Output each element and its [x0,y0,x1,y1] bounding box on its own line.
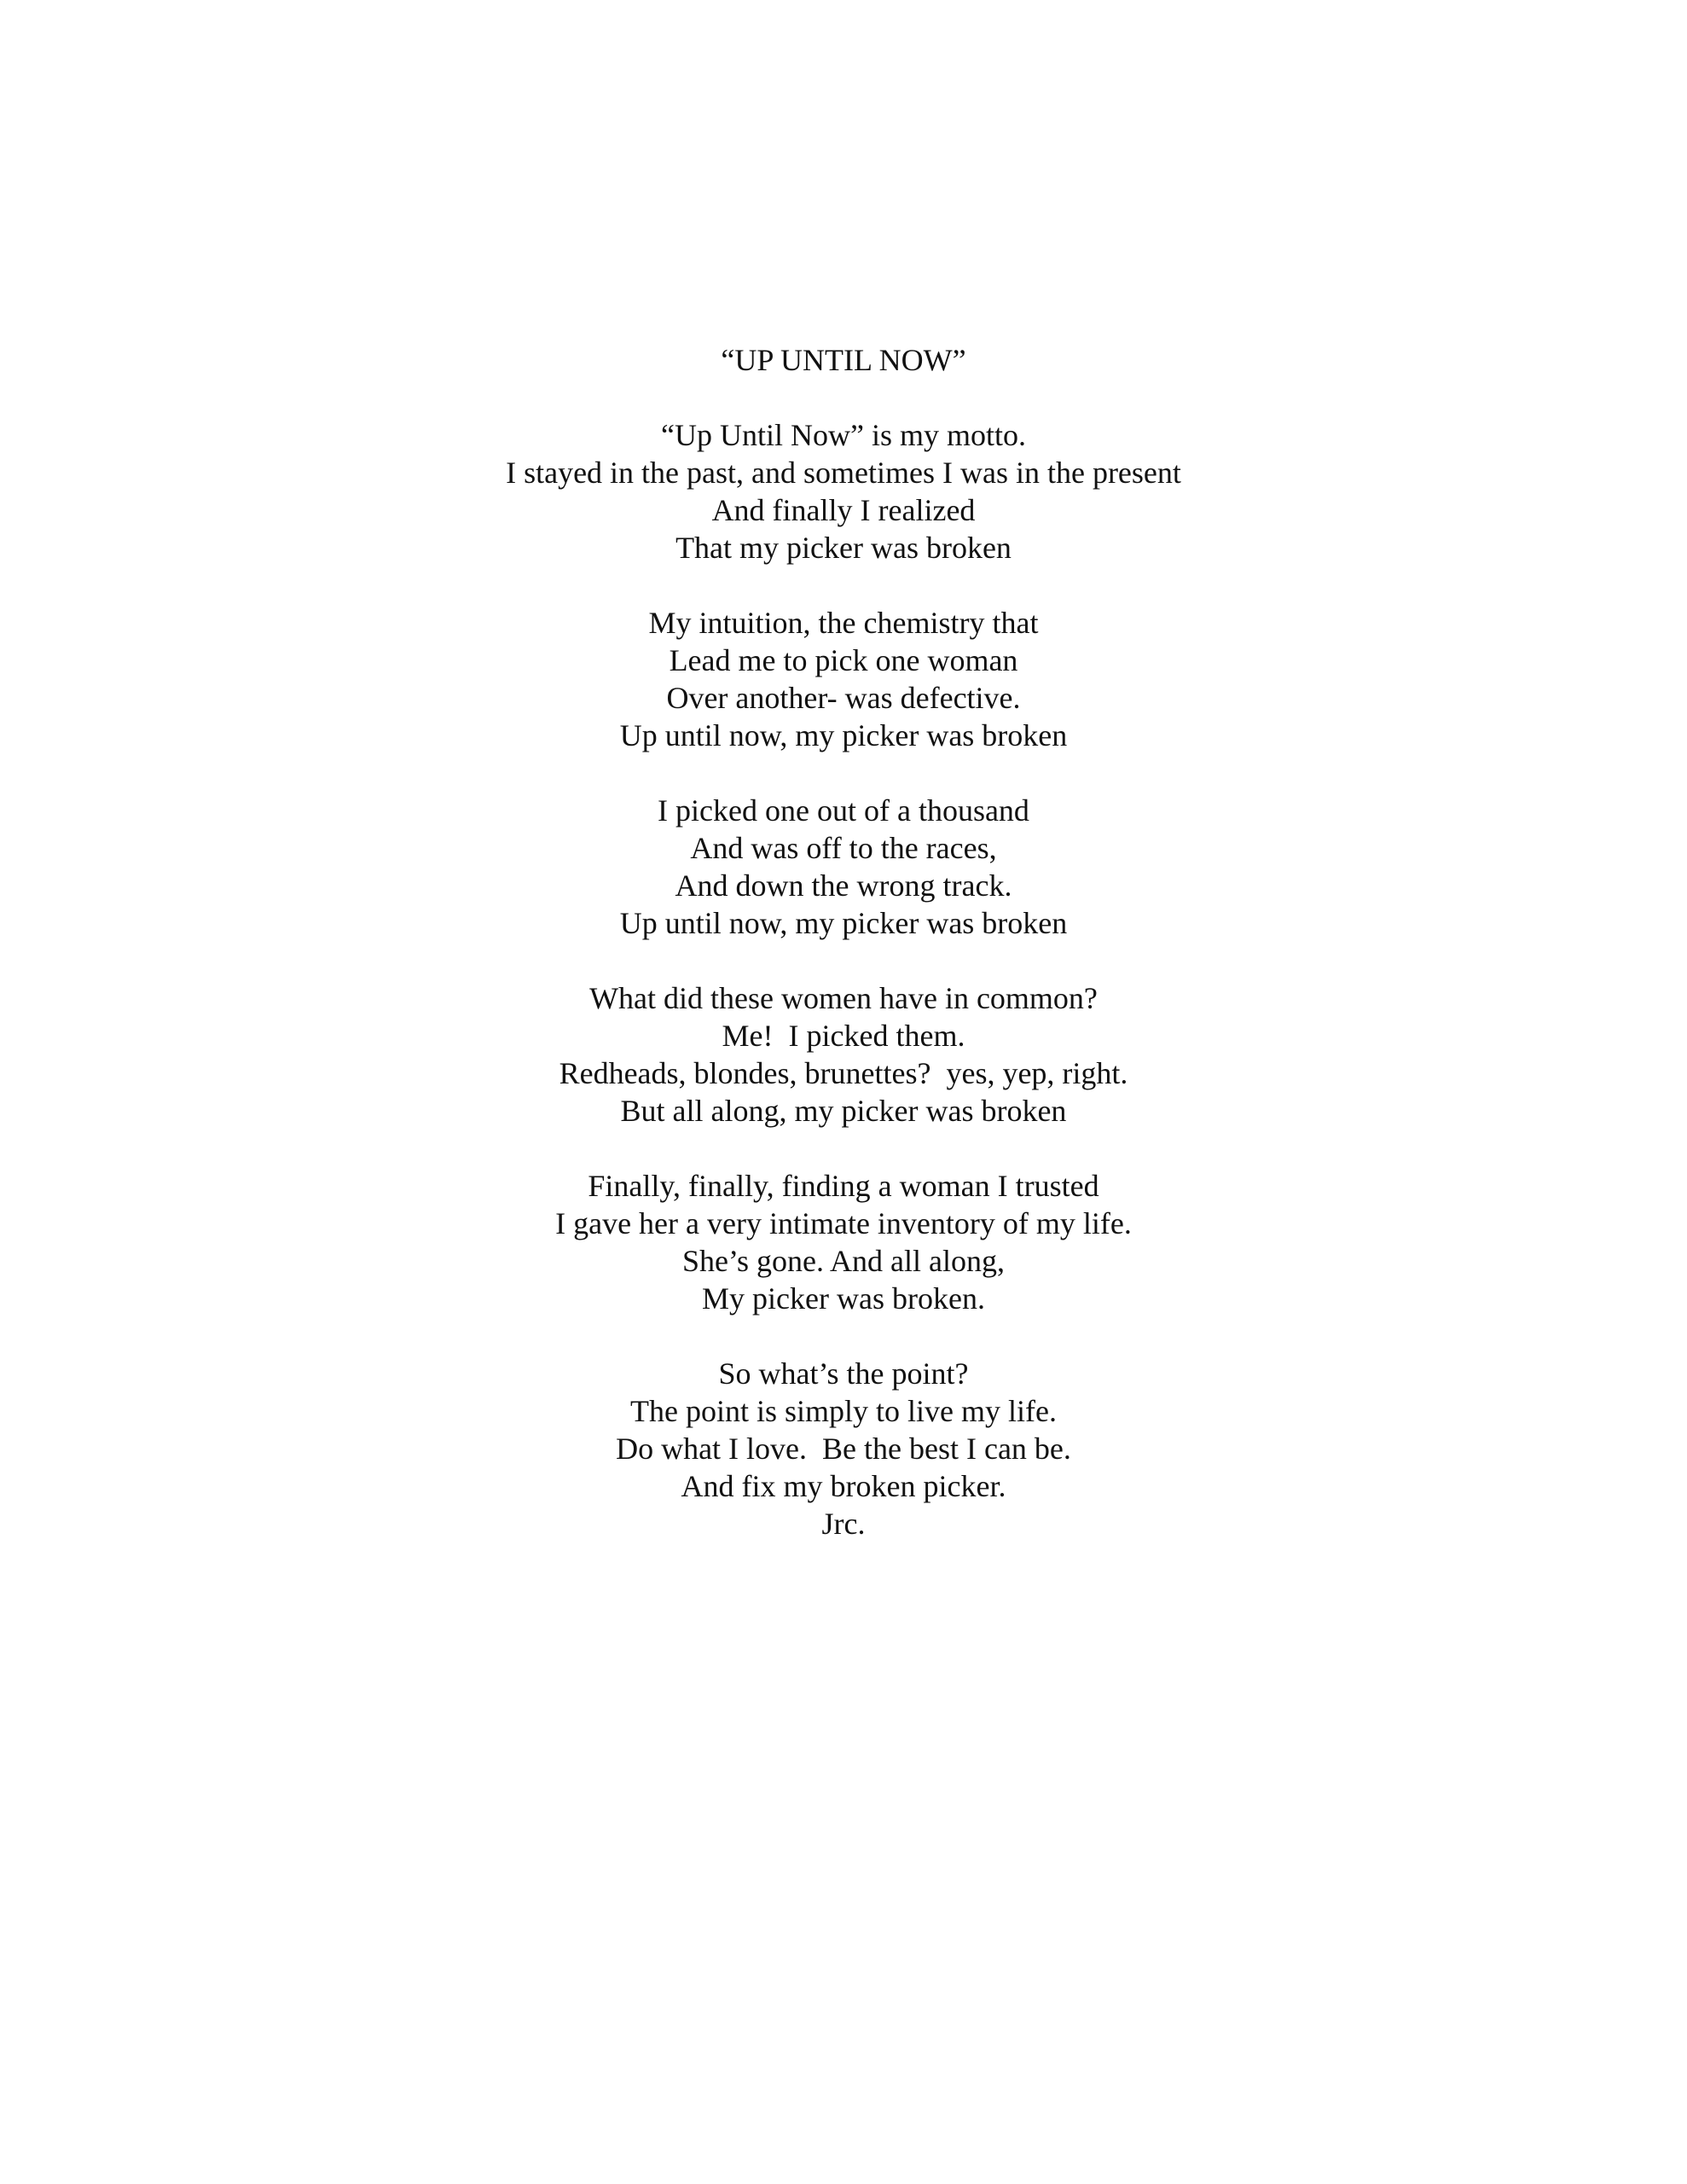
poem-line: That my picker was broken [675,531,1012,565]
poem-line: My picker was broken. [702,1281,985,1316]
poem-line: And fix my broken picker. [681,1469,1006,1503]
poem-line: Up until now, my picker was broken [619,906,1068,940]
poem [0,341,1687,1580]
poem-line: Me! I picked them. [722,1019,965,1053]
poem-line: I stayed in the past, and sometimes I was in the present [506,456,1181,490]
poem-line: Over another- was defective. [666,681,1021,715]
poem-line: The point is simply to live my life. [630,1394,1057,1428]
stanza-6 [0,1355,1687,1542]
poem-line: “Up Until Now” is my motto. [661,418,1026,452]
poem-line: I gave her a very intimate inventory of my life. [555,1206,1132,1240]
poem-line: But all along, my picker was broken [620,1094,1067,1128]
poem-line: Do what I love. Be the best I can be. [616,1432,1071,1466]
poem-line: What did these women have in common? [589,981,1098,1015]
stanza-1 [0,416,1687,566]
poem-line: So what’s the point? [718,1356,969,1391]
poem-line: I picked one out of a thousand [658,793,1029,828]
stanza-4 [0,979,1687,1130]
poem-line: Up until now, my picker was broken [619,718,1068,752]
poem-line: And down the wrong track. [675,868,1012,903]
poem-title: “UP UNTIL NOW” [721,343,966,377]
poem-line: My intuition, the chemistry that [648,606,1039,640]
poem-line: Redheads, blondes, brunettes? yes, yep, right. [559,1056,1128,1090]
stanza-2 [0,604,1687,754]
stanza-5 [0,1167,1687,1317]
signature-line: Jrc. [821,1507,866,1541]
poem-line: Lead me to pick one woman [669,643,1018,677]
stanza-3 [0,792,1687,942]
poem-line: Finally, finally, finding a woman I trusted [588,1169,1099,1203]
poem-line: And finally I realized [711,493,976,527]
poem-line: She’s gone. And all along, [682,1244,1005,1278]
poem-line: And was off to the races, [690,831,997,865]
